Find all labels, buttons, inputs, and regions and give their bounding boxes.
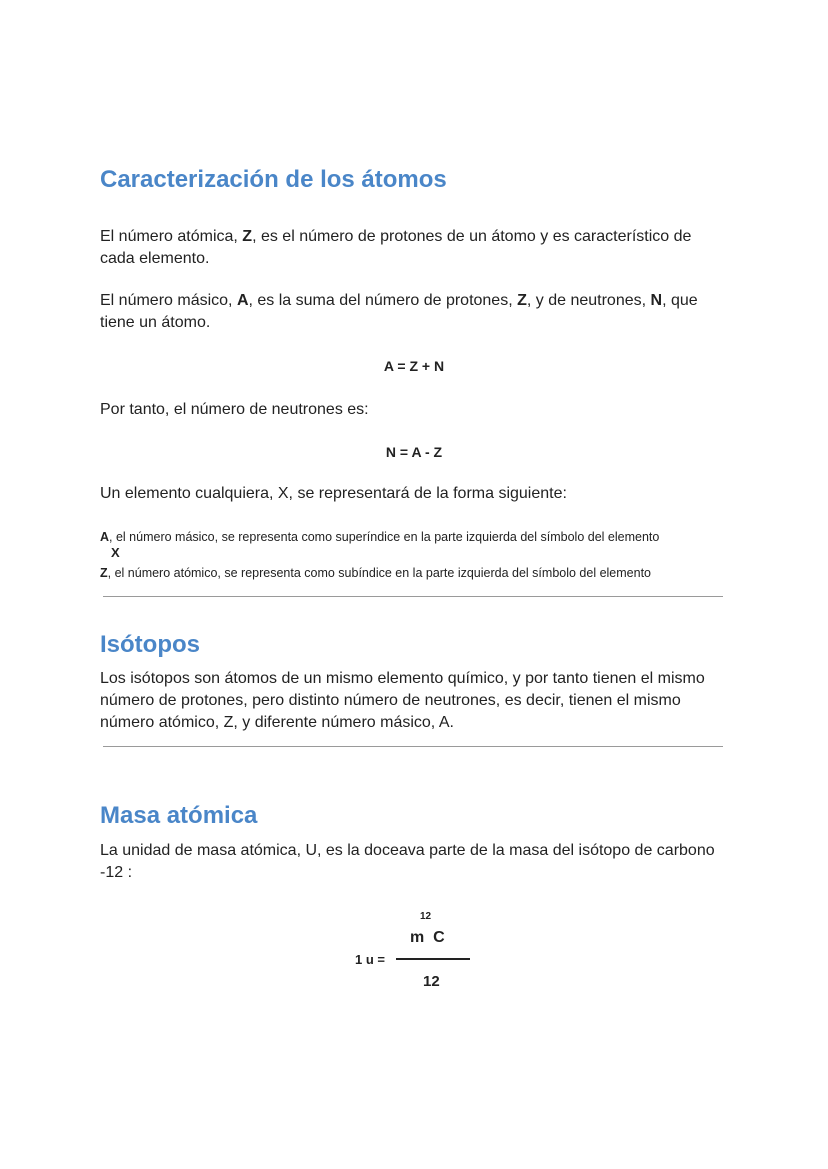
bold-a: A [100,530,110,544]
fraction-numerator: m C [410,929,445,946]
formula-lhs: 1 u = [355,952,385,967]
formula-n-equals: N = A - Z [385,444,443,460]
horizontal-rule [103,596,723,597]
text-span: , es la suma del número de protones, [248,292,518,309]
heading-masa-atomica: Masa atómica [100,802,258,829]
formula-a-equals: A = Z + N [383,358,445,374]
bold-z: Z [242,228,253,245]
bold-z: Z [517,292,527,309]
paragraph-por-tanto: Por tanto, el número de neutrones es: [100,401,369,418]
bold-z: Z [100,566,108,580]
text-span: El número atómica, [100,228,243,245]
heading-caracterizacion: Caracterización de los átomos [100,166,447,193]
text-span: , y de neutrones, [526,292,651,309]
paragraph-isotopos: Los isótopos son átomos de un mismo elemento químico, y por tanto tienen el mismo número de protones, pero distinto número de neutrones, es decir, tienen el mismo número atómico, Z, y diferente número másico, A. [100,670,705,731]
heading-isotopos: Isótopos [100,631,200,658]
bold-a: A [236,292,249,309]
superscript-12: 12 [420,911,432,922]
text-span: , es el número de protones de un átomo y es característico de cada elemento. [100,228,692,267]
fraction-bar [396,958,470,960]
note-numero-masico [100,529,740,545]
element-symbol: X [111,545,120,560]
text-span: , el número másico, se representa como superíndice en la parte izquierda del símbolo del elemento [109,530,660,544]
paragraph-elemento-cualquiera: Un elemento cualquiera, X, se representará de la forma siguiente: [100,485,567,502]
paragraph-numero-atomico [100,226,725,270]
horizontal-rule [103,746,723,747]
text-span: El número másico, [100,292,237,309]
text-span: , que tiene un átomo. [100,292,698,331]
paragraph-numero-masico [100,290,725,334]
paragraph-unidad-masa: La unidad de masa atómica, U, es la doceava parte de la masa del isótopo de carbono -12 : [100,842,715,881]
note-numero-atomico [100,565,740,581]
bold-n: N [650,292,663,309]
fraction-denominator: 12 [423,973,440,990]
text-span: , el número atómico, se representa como subíndice en la parte izquierda del símbolo del elemento [107,566,651,580]
